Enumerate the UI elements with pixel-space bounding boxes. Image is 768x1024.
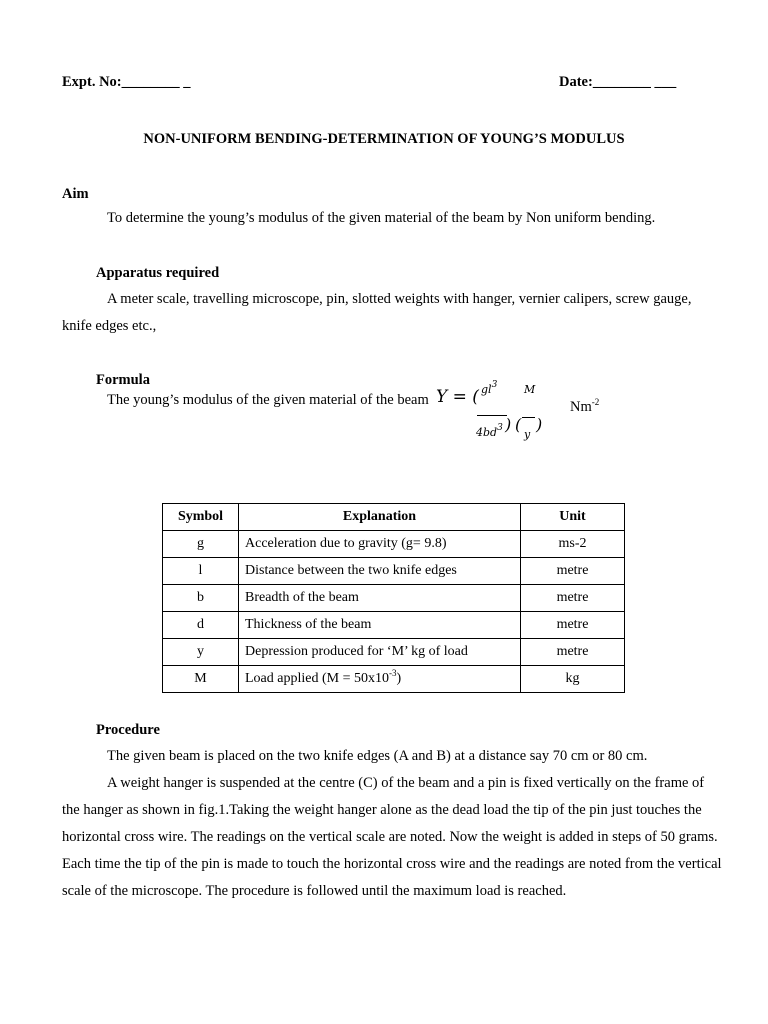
header-unit: Unit [521,504,625,531]
formula-denominator-2: y [524,428,531,441]
table-header-row [163,504,625,531]
apparatus-heading: Apparatus required [96,265,220,281]
fraction-bar-1 [477,415,507,416]
formula-text: The young’s modulus of the given material of the beam [107,392,429,408]
unit-cell: metre [521,558,625,585]
formula-denominator-1: $4bd^3$ [476,423,503,439]
procedure-step-2: A weight hanger is suspended at the centre (C) of the beam and a pin is fixed vertically on the frame of the hanger as shown in fig.1.Taking the weight hanger alone as the dead load the tip of the pin just touches the horizontal cross wire. The readings on the vertical scale are noted. Now the weight is added in steps of 50 grams. Each time the tip of the pin is made to touch the horizontal cross wire and the readings are noted from the vertical scale of the microscope. The procedure is followed until the maximum load is reached. [62,775,722,899]
formula-close-paren-2: ) [536,415,543,434]
unit-cell: ms-2 [521,531,625,558]
aim-text: To determine the young’s modulus of the given material of the beam by Non uniform bending. [107,210,656,226]
explanation-cell: Depression produced for ‘M’ kg of load [239,639,521,666]
apparatus-text: A meter scale, travelling microscope, pin, slotted weights with hanger, vernier calipers, screw gauge, knife edges etc., [62,291,692,334]
symbol-cell: g [163,531,239,558]
header-explanation: Explanation [239,504,521,531]
procedure-heading: Procedure [96,722,160,738]
explanation-cell: Breadth of the beam [239,585,521,612]
document-title: NON-UNIFORM BENDING-DETERMINATION OF YOUNG’S MODULUS [143,131,625,147]
formula-heading: Formula [96,372,150,388]
experiment-number-field: Expt. No:________ _ [62,74,191,90]
explanation-cell: Load applied $(M = 50x10^{-3})$ [239,666,521,693]
formula-unit: $Nm^{-2}$ [570,397,600,415]
symbol-cell: M [163,666,239,693]
date-field: Date:________ ___ [559,74,677,90]
explanation-cell: Distance between the two knife edges [239,558,521,585]
unit-cell: metre [521,639,625,666]
table-row [163,612,625,639]
table-row [163,666,625,693]
header-symbol: Symbol [163,504,239,531]
symbol-cell: b [163,585,239,612]
table-row [163,585,625,612]
table-row [163,531,625,558]
formula-numerator-2: M [524,383,536,396]
formula-close-paren: ) [505,415,512,434]
fraction-bar-2 [522,417,535,418]
explanation-cell: Acceleration due to gravity (g= 9.8) [239,531,521,558]
unit-cell: kg [521,666,625,693]
symbol-cell: d [163,612,239,639]
symbol-cell: y [163,639,239,666]
procedure-step-1: The given beam is placed on the two knife edges (A and B) at a distance say 70 cm or 80 cm. [107,748,648,764]
unit-cell: metre [521,585,625,612]
aim-heading: Aim [62,186,89,202]
table-row [163,558,625,585]
symbol-table [162,503,625,693]
formula-numerator-1: $gl^3$ [481,380,498,396]
formula-open-paren-2: ( [515,415,522,434]
symbol-cell: l [163,558,239,585]
table-row [163,639,625,666]
explanation-cell: Thickness of the beam [239,612,521,639]
unit-cell: metre [521,612,625,639]
formula-lhs: Y = ( [436,387,479,407]
